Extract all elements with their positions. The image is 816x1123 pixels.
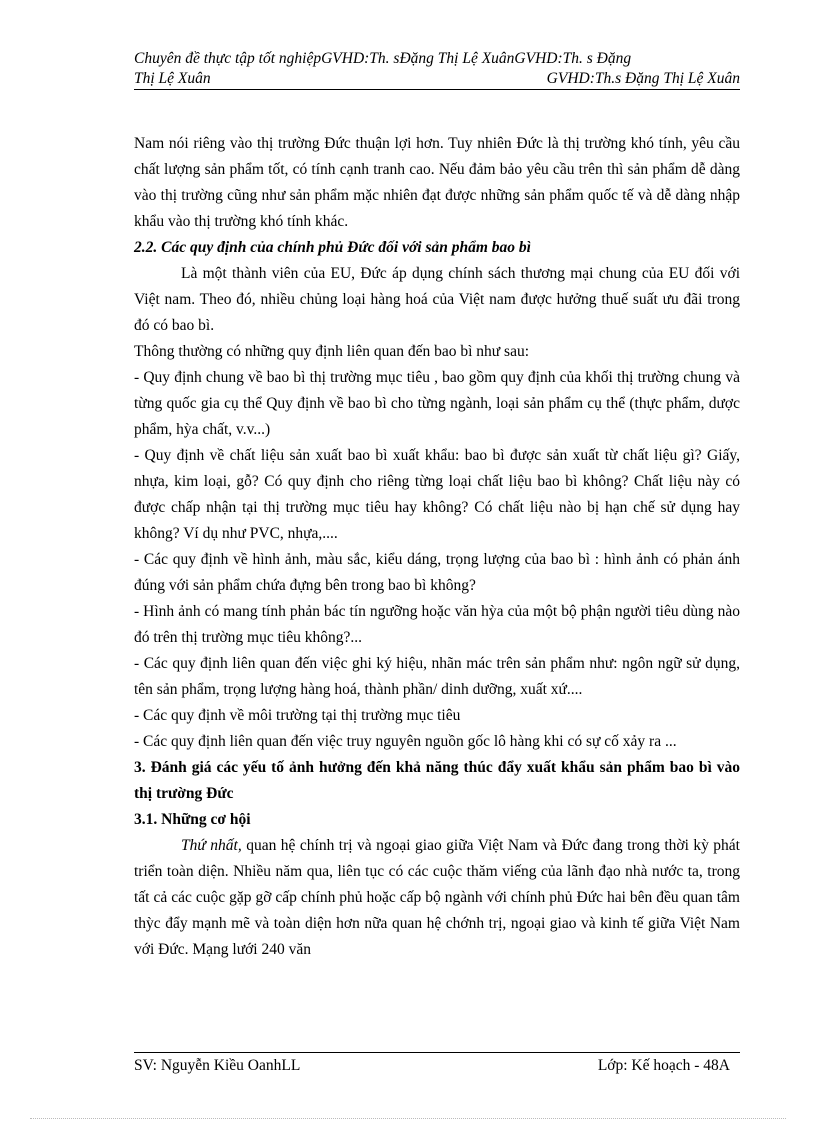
section-heading-3: 3. Đánh giá các yếu tố ảnh hưởng đến khả năng thúc đẩy xuất khẩu sản phẩm bao bì vào thị trường Đức xyxy=(134,759,740,802)
paragraph-continued: Nam nói riêng vào thị trường Đức thuận lợi hơn. Tuy nhiên Đức là thị trường khó tính, yêu cầu chất lượng sản phẩm tốt, có tính cạnh tranh cao. Nếu đảm bảo yêu cầu trên thì sản phẩm dễ dàng vào thị trường cũng như sản phẩm mặc nhiên đạt được những sản phẩm quốc tế và dễ dàng nhập khẩu vào thị trường khó tính khác. xyxy=(134,135,740,230)
section-heading-2-2: 2.2. Các quy định của chính phủ Đức đối với sản phẩm bao bì xyxy=(134,239,531,256)
header-advisor: GVHD:Th.s Đặng Thị Lệ Xuân xyxy=(546,70,740,87)
paragraph-regulations-intro: Thông thường có những quy định liên quan đến bao bì như sau: xyxy=(134,343,530,360)
section-heading-3-1: 3.1. Những cơ hội xyxy=(134,811,251,828)
header-line-1: Chuyên đề thực tập tốt nghiệpGVHD:Th. sĐặng Thị Lệ XuânGVHD:Th. s Đặng xyxy=(134,50,632,67)
footer-class: Lớp: Kế hoạch - 48A xyxy=(597,1057,730,1074)
list-item-traceability-regulation: - Các quy định liên quan đến việc truy nguyên nguồn gốc lô hàng khi có sự cố xảy ra ... xyxy=(134,733,677,750)
list-item-material-regulation: - Quy định về chất liệu sản xuất bao bì xuất khẩu: bao bì được sản xuất từ chất liệu gì? Giấy, nhựa, kim loại, gỗ? Có quy định cho riêng từng loại chất liệu bao bì không? Chất liệu này có được chấp nhận tại thị trường mục tiêu hay không? Có chất liệu nào bị hạn chế sử dụng hay không? Ví dụ như PVC, nhựa,.... xyxy=(134,447,740,542)
footer-divider xyxy=(134,1052,740,1053)
paragraph-lead-emphasis: Thứ nhất, xyxy=(181,837,242,854)
paragraph-first-opportunity xyxy=(134,833,740,963)
header-advisor-name: Thị Lệ Xuân xyxy=(134,70,211,87)
list-item-culture-regulation: - Hình ảnh có mang tính phản bác tín ngưỡng hoặc văn hỳa của một bộ phận người tiêu dùng nào đó trên thị trường mục tiêu không?... xyxy=(134,603,740,646)
header-line-2 xyxy=(134,69,740,89)
page-footer xyxy=(134,1057,730,1075)
paragraph-eu-policy: Là một thành viên của EU, Đức áp dụng chính sách thương mại chung của EU đối với Việt nam. Theo đó, nhiều chủng loại hàng hoá của Việt nam được hưởng thuế suất ưu đãi trong đó có bao bì. xyxy=(134,265,740,334)
paragraph-first-opportunity-text: quan hệ chính trị và ngoại giao giữa Việt Nam và Đức đang trong thời kỳ phát triển toàn diện. Nhiều năm qua, liên tục có các cuộc thăm viếng của lãnh đạo nhà nước ta, trong tất cả các cuộc gặp gỡ cấp chính phủ hoặc cấp bộ ngành với chính phủ Đức hai bên đều quan tâm thỳc đẩy mạnh mẽ và toàn diện hơn nữa quan hệ chớnh trị, ngoại giao và kinh tế giữa Việt Nam với Đức. Mạng lưới 240 văn xyxy=(134,837,740,958)
list-item-image-regulation: - Các quy định về hình ảnh, màu sắc, kiểu dáng, trọng lượng của bao bì : hình ảnh có phản ánh đúng với sản phẩm chứa đựng bên trong bao bì không? xyxy=(134,551,740,594)
page-header xyxy=(134,49,740,89)
list-item-labeling-regulation: - Các quy định liên quan đến việc ghi ký hiệu, nhãn mác trên sản phẩm như: ngôn ngữ sử dụng, tên sản phẩm, trọng lượng hàng hoá, thành phần/ dinh dưỡng, xuất xứ.... xyxy=(134,655,740,698)
list-item-general-regulation: - Quy định chung về bao bì thị trường mục tiêu , bao gồm quy định của khối thị trường chung và từng quốc gia cụ thể Quy định về bao bì cho từng ngành, loại sản phẩm cụ thể (thực phẩm, dược phẩm, hỳa chất, v.v...) xyxy=(134,369,740,438)
footer-student: SV: Nguyễn Kiều OanhLL xyxy=(134,1057,301,1074)
document-body xyxy=(134,131,740,963)
header-divider xyxy=(134,89,740,90)
page-bottom-boundary xyxy=(30,1118,786,1119)
list-item-environment-regulation: - Các quy định về môi trường tại thị trường mục tiêu xyxy=(134,707,461,724)
